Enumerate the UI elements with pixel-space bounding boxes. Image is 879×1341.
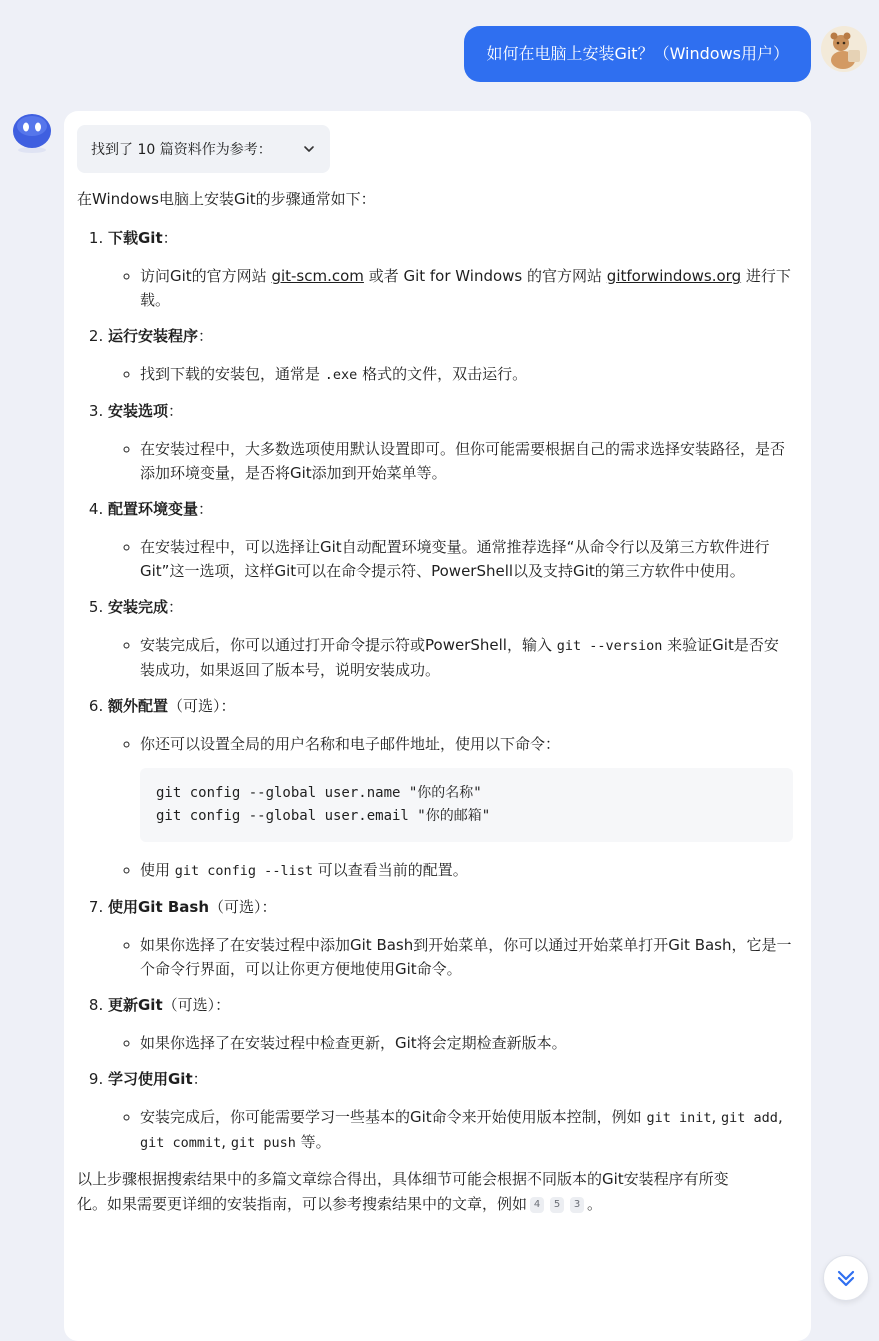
list-item: ◦ 如果你选择了在安装过程中检查更新，Git将会定期检查新版本。 <box>140 1031 797 1055</box>
step-title: 使用Git Bash <box>108 898 210 916</box>
step-suffix: ： <box>168 402 184 420</box>
list-item <box>140 732 797 842</box>
step-suffix: ： <box>192 1070 208 1088</box>
steps-list <box>77 226 797 1155</box>
text: 来验证Git是否安装成功，如果返回了版本号，说明安装成功。 <box>140 636 779 679</box>
inline-code: git push <box>230 1135 296 1151</box>
references-label: 找到了 10 篇资料作为参考： <box>91 142 272 158</box>
double-chevron-down-icon <box>835 1267 857 1289</box>
step-title: 安装选项 <box>108 402 169 420</box>
step-suffix: （可选）： <box>209 898 277 916</box>
step-title: 配置环境变量 <box>108 500 199 518</box>
text: 安装完成后，你可能需要学习一些基本的Git命令来开始使用版本控制，例如 <box>140 1108 647 1126</box>
step-title: 学习使用Git <box>108 1070 193 1088</box>
step-suffix: ： <box>198 327 214 345</box>
step-2 <box>108 324 797 387</box>
list-item <box>140 1105 797 1155</box>
list-item <box>140 858 797 883</box>
scroll-to-bottom-button[interactable] <box>823 1255 869 1301</box>
step-3 <box>108 399 797 485</box>
step-4 <box>108 497 797 583</box>
step-9 <box>108 1067 797 1155</box>
user-message-bubble: 如何在电脑上安装Git？（Windows用户） <box>464 26 811 82</box>
list-item <box>140 633 797 682</box>
list-item: ◦ 在安装过程中，可以选择让Git自动配置环境变量。通常推荐选择“从命令行以及第三方软件进行Git”这一选项，这样Git可以在命令提示符、PowerShell以及支持Git的第三方软件中使用。 <box>140 535 797 583</box>
summary-text: 以上步骤根据搜索结果中的多篇文章综合得出，具体细节可能会根据不同版本的Git安装程序有所变化。如果需要更详细的安装指南，可以参考搜索结果中的文章，例如 <box>77 1170 729 1213</box>
step-7 <box>108 895 797 981</box>
step-suffix: （可选）： <box>168 697 236 715</box>
list-item: ◦ 如果你选择了在安装过程中添加Git Bash到开始菜单，你可以通过开始菜单打开Git Bash，它是一个命令行界面，可以让你更方便地使用Git命令。 <box>140 933 797 981</box>
answer-summary <box>77 1167 747 1217</box>
text: 格式的文件，双击运行。 <box>357 365 528 383</box>
user-message-row <box>464 26 867 82</box>
inline-code: git init <box>646 1110 712 1126</box>
step-title: 安装完成 <box>108 598 169 616</box>
separator: , <box>711 1108 722 1126</box>
citation-badge[interactable]: 4 <box>530 1197 544 1213</box>
text: 使用 <box>140 861 175 879</box>
text: 或者 Git for Windows 的官方网站 <box>363 267 607 285</box>
references-toggle[interactable] <box>77 125 330 173</box>
summary-end: 。 <box>587 1195 603 1213</box>
text: 可以查看当前的配置。 <box>312 861 468 879</box>
list-item <box>140 264 797 312</box>
separator: , <box>221 1133 231 1151</box>
step-suffix: ： <box>168 598 184 616</box>
user-avatar[interactable] <box>821 26 867 72</box>
text: 访问Git的官方网站 <box>140 267 272 285</box>
code-line: git config --global user.name "你的名称" <box>156 785 482 801</box>
separator: , <box>777 1108 783 1126</box>
step-title: 更新Git <box>108 996 163 1014</box>
step-title: 运行安装程序 <box>108 327 199 345</box>
step-5 <box>108 595 797 682</box>
text: 你还可以设置全局的用户名称和电子邮件地址，使用以下命令： <box>140 735 561 753</box>
inline-code: git config --list <box>174 863 313 879</box>
link-git-scm[interactable]: git-scm.com <box>271 267 364 285</box>
code-block[interactable] <box>140 768 793 842</box>
link-gitforwindows[interactable]: gitforwindows.org <box>606 267 742 285</box>
step-suffix: （可选）： <box>162 996 231 1014</box>
inline-code: git add <box>721 1110 778 1126</box>
chevron-down-icon <box>302 142 316 156</box>
step-title: 额外配置 <box>108 697 169 715</box>
inline-code: git commit <box>140 1135 222 1151</box>
inline-code: .exe <box>324 367 358 383</box>
assistant-answer-card <box>64 111 811 1341</box>
text: 安装完成后，你可以通过打开命令提示符或PowerShell，输入 <box>140 636 557 654</box>
step-1 <box>108 226 797 312</box>
assistant-avatar <box>12 112 52 154</box>
step-suffix: ： <box>162 229 178 247</box>
inline-code: git --version <box>556 638 663 654</box>
answer-intro: 在Windows电脑上安装Git的步骤通常如下： <box>77 190 376 208</box>
citation-badge[interactable]: 3 <box>570 1197 584 1213</box>
step-title: 下载Git <box>108 229 163 247</box>
code-line: git config --global user.email "你的邮箱" <box>156 808 491 824</box>
text: 等。 <box>295 1133 331 1151</box>
text: 进行下载。 <box>140 267 791 309</box>
step-suffix: ： <box>198 500 214 518</box>
text: 找到下载的安装包，通常是 <box>140 365 325 383</box>
citation-badge[interactable]: 5 <box>550 1197 564 1213</box>
list-item <box>140 362 797 387</box>
step-8 <box>108 993 797 1055</box>
list-item: ◦ 在安装过程中，大多数选项使用默认设置即可。但你可能需要根据自己的需求选择安装路径，是否添加环境变量，是否将Git添加到开始菜单等。 <box>140 437 797 485</box>
step-6 <box>108 694 797 883</box>
